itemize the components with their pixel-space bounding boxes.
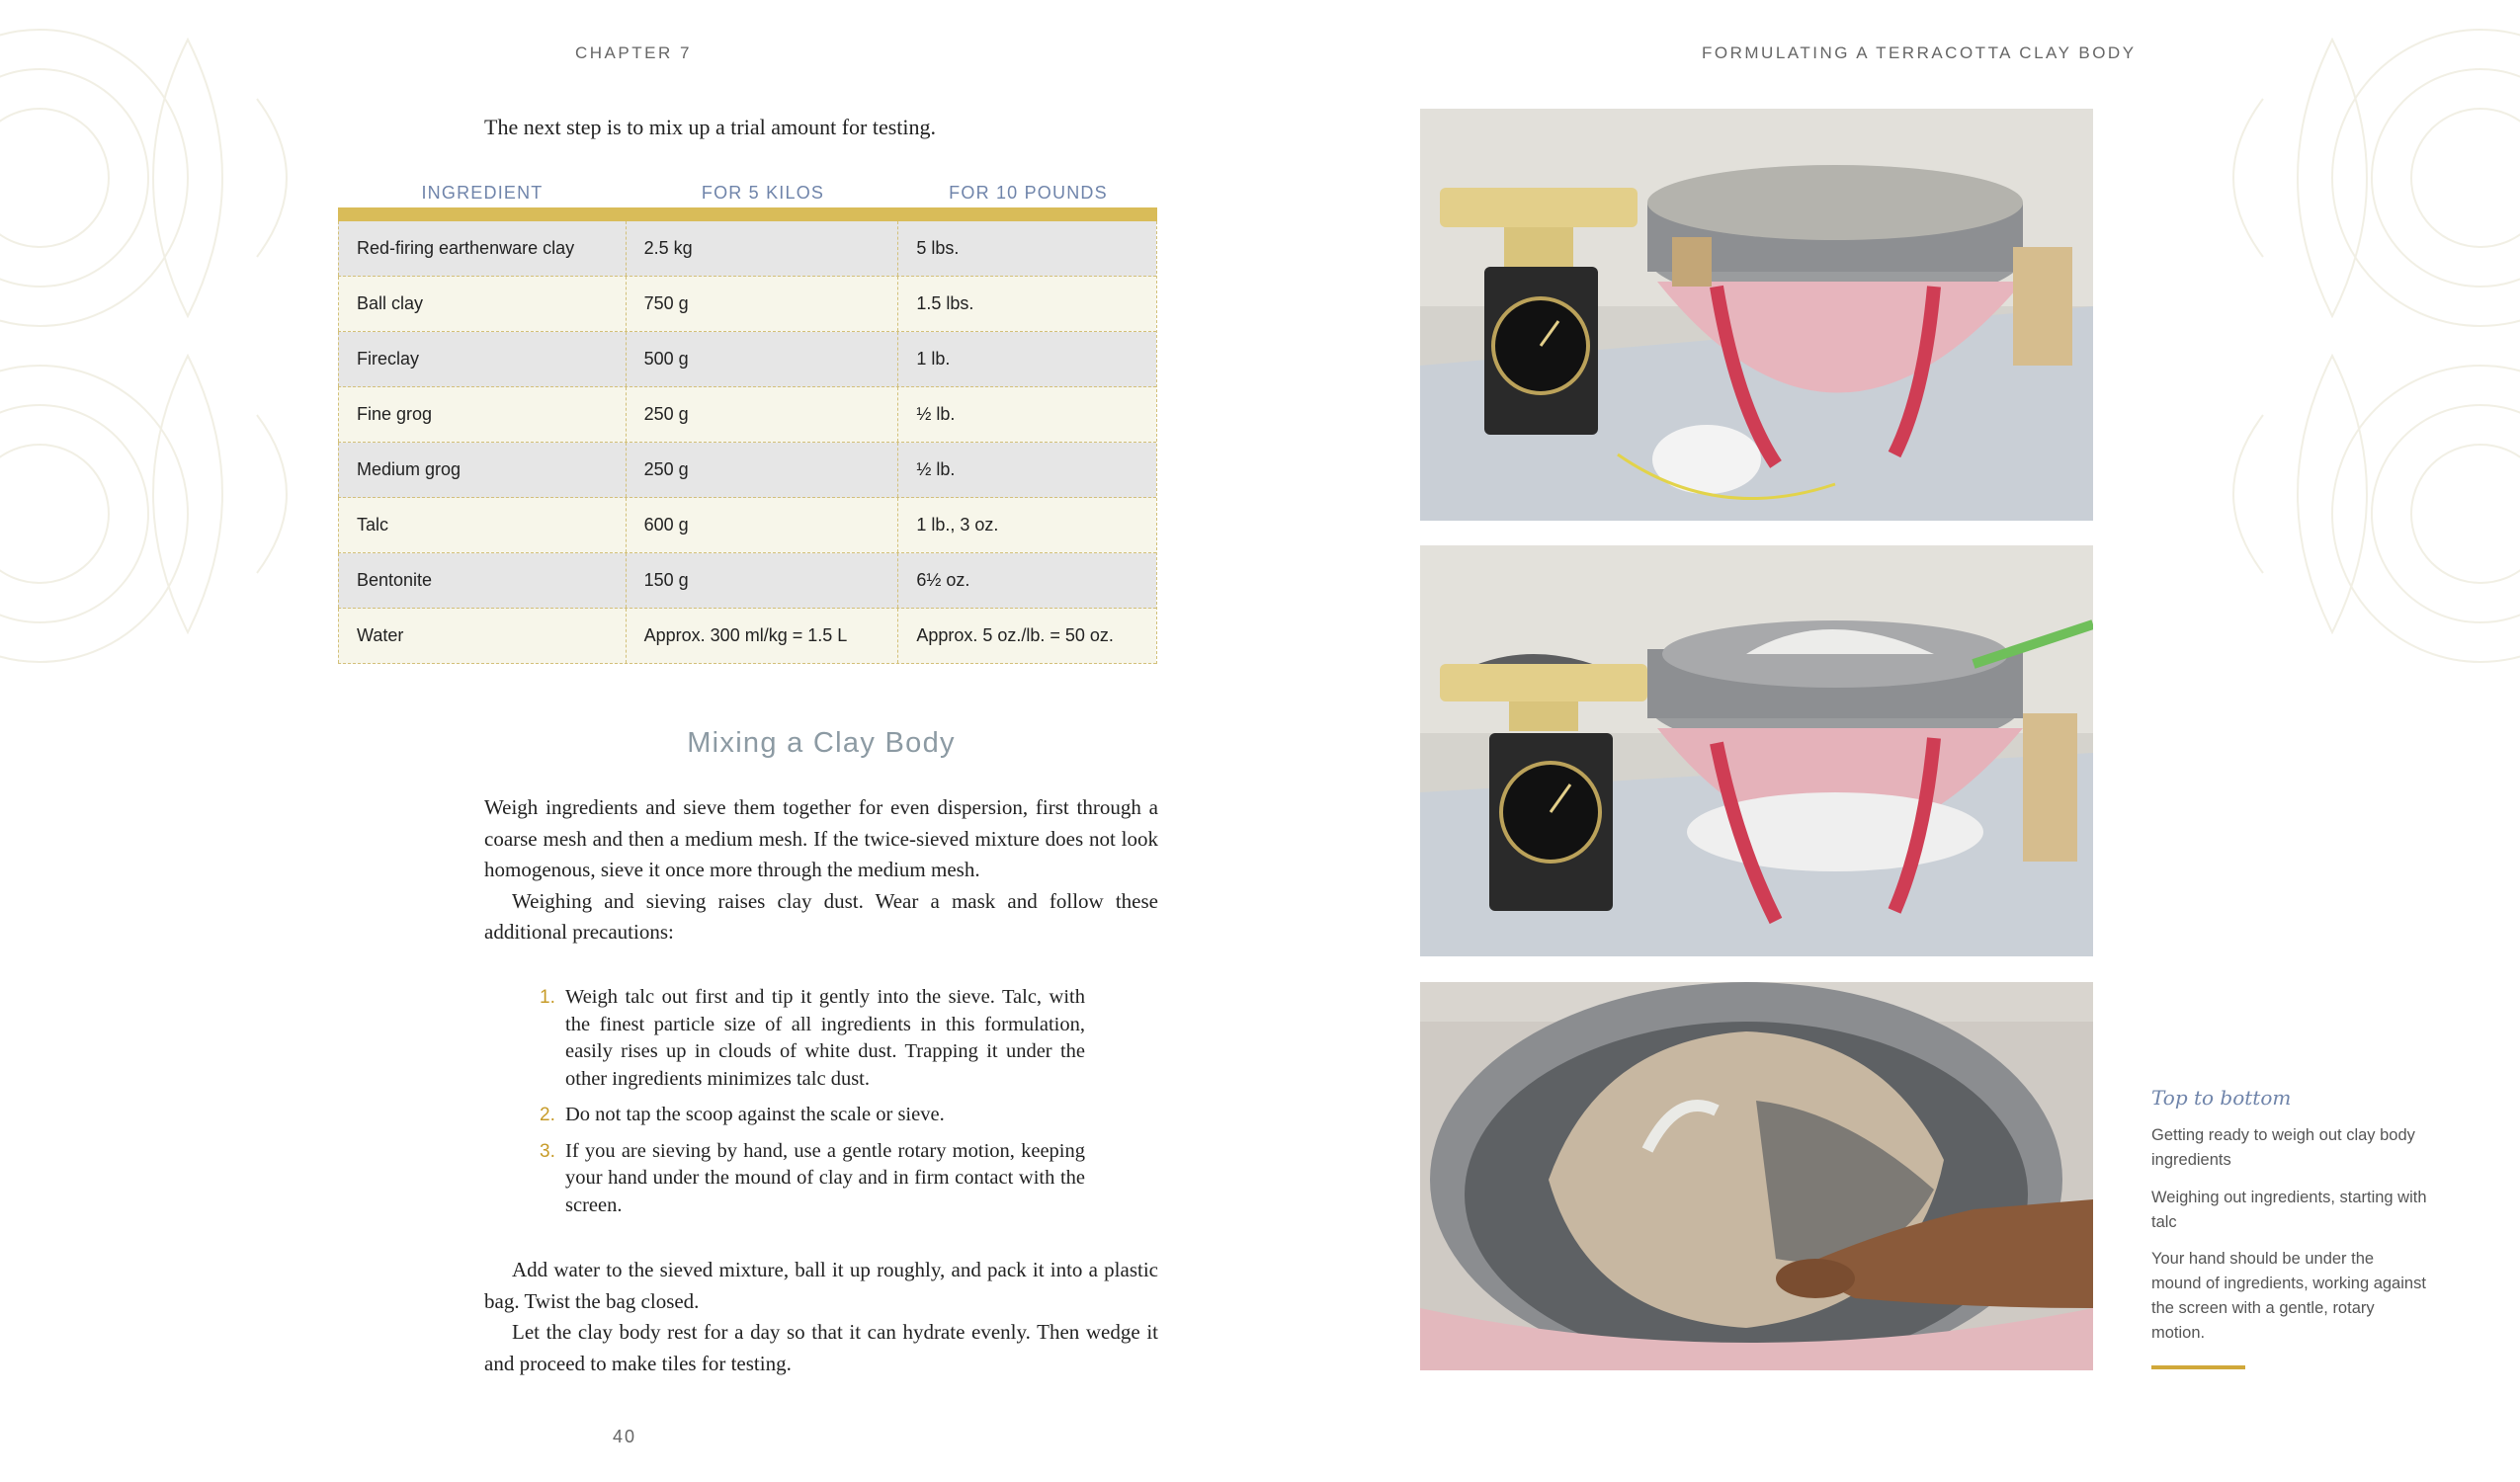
ingredient-cell: Talc (338, 498, 627, 552)
table-row (338, 498, 1156, 553)
caption-item: Getting ready to weigh out clay body ingredients (2151, 1126, 2415, 1169)
table-header-band (338, 207, 1157, 221)
column-header-ingredient: INGREDIENT (421, 183, 544, 203)
running-header-chapter: CHAPTER 7 (575, 43, 692, 62)
ornament-pattern-left (0, 0, 326, 672)
imperial-cell: 6½ oz. (916, 570, 970, 590)
photo-weighing-ingredients (1420, 545, 2093, 956)
ingredient-cell: Water (338, 609, 627, 663)
imperial-cell: Approx. 5 oz./lb. = 50 oz. (916, 625, 1114, 645)
list-number: 3. (540, 1140, 555, 1162)
metric-cell: 250 g (627, 443, 899, 497)
caption-rule (2151, 1365, 2245, 1369)
list-number: 2. (540, 1105, 555, 1125)
table-row (338, 609, 1156, 664)
paragraph: Weigh ingredients and sieve them together for even dispersion, first through a coarse mesh and then a medium mesh. If the twice-sieved mixture does not look homogenous, sieve it once more through the medium mesh. (484, 795, 1158, 881)
body-text-top (484, 792, 1158, 948)
ingredient-cell: Medium grog (338, 443, 627, 497)
caption-item: Weighing out ingredients, starting with talc (2151, 1189, 2427, 1231)
metric-cell: Approx. 300 ml/kg = 1.5 L (627, 609, 899, 663)
caption-item: Your hand should be under the mound of ingredients, working against the screen with a gentle, rotary motion. (2151, 1250, 2426, 1342)
table-row (338, 277, 1156, 332)
list-item (540, 1102, 1085, 1129)
imperial-cell: 1.5 lbs. (916, 293, 974, 313)
table-row (338, 443, 1156, 498)
list-text: If you are sieving by hand, use a gentle rotary motion, keeping your hand under the mound of clay and in firm contact with the screen. (565, 1139, 1085, 1216)
photo-scale-and-sieve (1420, 109, 2093, 521)
column-header-10-pounds: FOR 10 POUNDS (949, 183, 1108, 203)
ingredient-cell: Bentonite (338, 553, 627, 608)
body-text-bottom (484, 1255, 1158, 1379)
running-header-title: FORMULATING A TERRACOTTA CLAY BODY (1702, 43, 2137, 62)
imperial-cell: 5 lbs. (916, 238, 960, 258)
metric-cell: 250 g (627, 387, 899, 442)
imperial-cell: ½ lb. (916, 459, 956, 479)
list-text: Weigh talc out first and tip it gently into the sieve. Talc, with the finest particle size of all ingredients in this formulation, easily rises up in clouds of white dust. Trapping it under the other ingredients minimizes talc dust. (565, 986, 1085, 1090)
metric-cell: 600 g (627, 498, 899, 552)
table-row (338, 387, 1156, 443)
table-row (338, 332, 1156, 387)
list-item (540, 984, 1085, 1093)
list-text: Do not tap the scoop against the scale or sieve. (565, 1104, 945, 1125)
ingredient-cell: Fine grog (338, 387, 627, 442)
ingredient-cell: Red-firing earthenware clay (338, 221, 627, 276)
caption-heading: Top to bottom (2151, 1086, 2292, 1110)
ornament-pattern-right (2194, 0, 2520, 672)
ingredient-cell: Fireclay (338, 332, 627, 386)
paragraph: Let the clay body rest for a day so that it can hydrate evenly. Then wedge it and proceed to make tiles for testing. (484, 1320, 1158, 1375)
paragraph: Weighing and sieving raises clay dust. Wear a mask and follow these additional precautions: (484, 888, 1158, 944)
photo-hand-sieving (1420, 982, 2093, 1370)
list-item (540, 1138, 1085, 1220)
table-row (338, 553, 1156, 609)
metric-cell: 750 g (627, 277, 899, 331)
section-heading: Mixing a Clay Body (687, 727, 956, 759)
metric-cell: 2.5 kg (627, 221, 899, 276)
paragraph: Add water to the sieved mixture, ball it up roughly, and pack it into a plastic bag. Twist the bag closed. (484, 1258, 1158, 1313)
metric-cell: 500 g (627, 332, 899, 386)
metric-cell: 150 g (627, 553, 899, 608)
table-row (338, 221, 1156, 277)
imperial-cell: 1 lb. (916, 349, 951, 369)
imperial-cell: ½ lb. (916, 404, 956, 424)
precautions-list (540, 984, 1085, 1228)
page-number: 40 (613, 1427, 637, 1446)
ingredient-cell: Ball clay (338, 277, 627, 331)
list-number: 1. (540, 987, 555, 1008)
column-header-5-kilos: FOR 5 KILOS (701, 183, 825, 203)
ingredient-table (338, 182, 1157, 664)
intro-text: The next step is to mix up a trial amount for testing. (484, 115, 937, 139)
imperial-cell: 1 lb., 3 oz. (916, 515, 999, 535)
table-header (338, 182, 1157, 206)
